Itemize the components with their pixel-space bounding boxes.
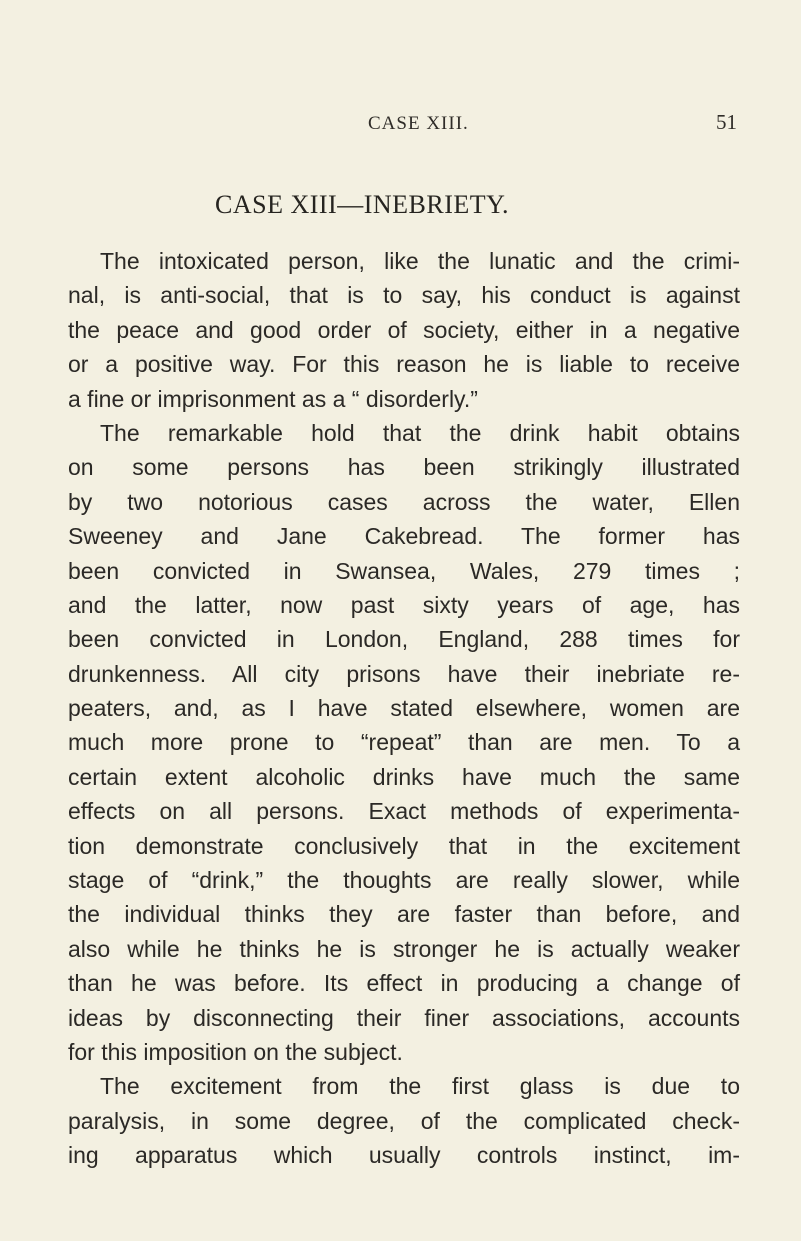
text-line: ideas by disconnecting their finer associations, accounts bbox=[68, 1004, 740, 1031]
text-line: effects on all persons. Exact methods of experimenta- bbox=[68, 798, 740, 825]
text-line: also while he thinks he is stronger he is actually weaker bbox=[68, 935, 740, 962]
text-line: or a positive way. For this reason he is liable to receive bbox=[68, 351, 740, 378]
text-line: by two notorious cases across the water, Ellen bbox=[68, 488, 740, 515]
body-text bbox=[68, 244, 740, 1173]
text-line: for this imposition on the subject. bbox=[68, 1038, 403, 1065]
text-line: nal, is anti-social, that is to say, his conduct is against bbox=[68, 282, 740, 309]
text-line: The intoxicated person, like the lunatic and the crimi- bbox=[100, 248, 740, 274]
text-line: ing apparatus which usually controls instinct, im- bbox=[68, 1142, 740, 1169]
text-line: much more prone to “repeat” than are men. To a bbox=[68, 729, 740, 756]
text-line: peaters, and, as I have stated elsewhere, women are bbox=[68, 695, 740, 722]
text-line: certain extent alcoholic drinks have much the same bbox=[68, 763, 740, 790]
text-line: been convicted in Swansea, Wales, 279 times ; bbox=[68, 557, 740, 584]
text-line: than he was before. Its effect in producing a change of bbox=[68, 970, 740, 997]
page-number: 51 bbox=[716, 110, 737, 134]
text-line: tion demonstrate conclusively that in the excitement bbox=[68, 832, 740, 859]
text-line: on some persons has been strikingly illustrated bbox=[68, 454, 740, 481]
text-line: the individual thinks they are faster than before, and bbox=[68, 901, 740, 928]
chapter-title: CASE XIII—INEBRIETY. bbox=[215, 190, 510, 219]
text-line: a fine or imprisonment as a “ disorderly.” bbox=[68, 385, 478, 412]
text-line: The remarkable hold that the drink habit obtains bbox=[100, 419, 740, 446]
text-line: and the latter, now past sixty years of age, has bbox=[68, 591, 740, 618]
text-line: been convicted in London, England, 288 times for bbox=[68, 626, 740, 653]
running-header: CASE XIII. bbox=[368, 113, 469, 134]
text-line: The excitement from the first glass is due to bbox=[100, 1073, 740, 1100]
text-line: the peace and good order of society, either in a negative bbox=[68, 316, 740, 343]
text-line: drunkenness. All city prisons have their inebriate re- bbox=[68, 660, 740, 687]
text-line: Sweeney and Jane Cakebread. The former has bbox=[68, 523, 740, 550]
text-line: stage of “drink,” the thoughts are really slower, while bbox=[68, 867, 740, 894]
text-line: paralysis, in some degree, of the complicated check- bbox=[68, 1107, 740, 1134]
